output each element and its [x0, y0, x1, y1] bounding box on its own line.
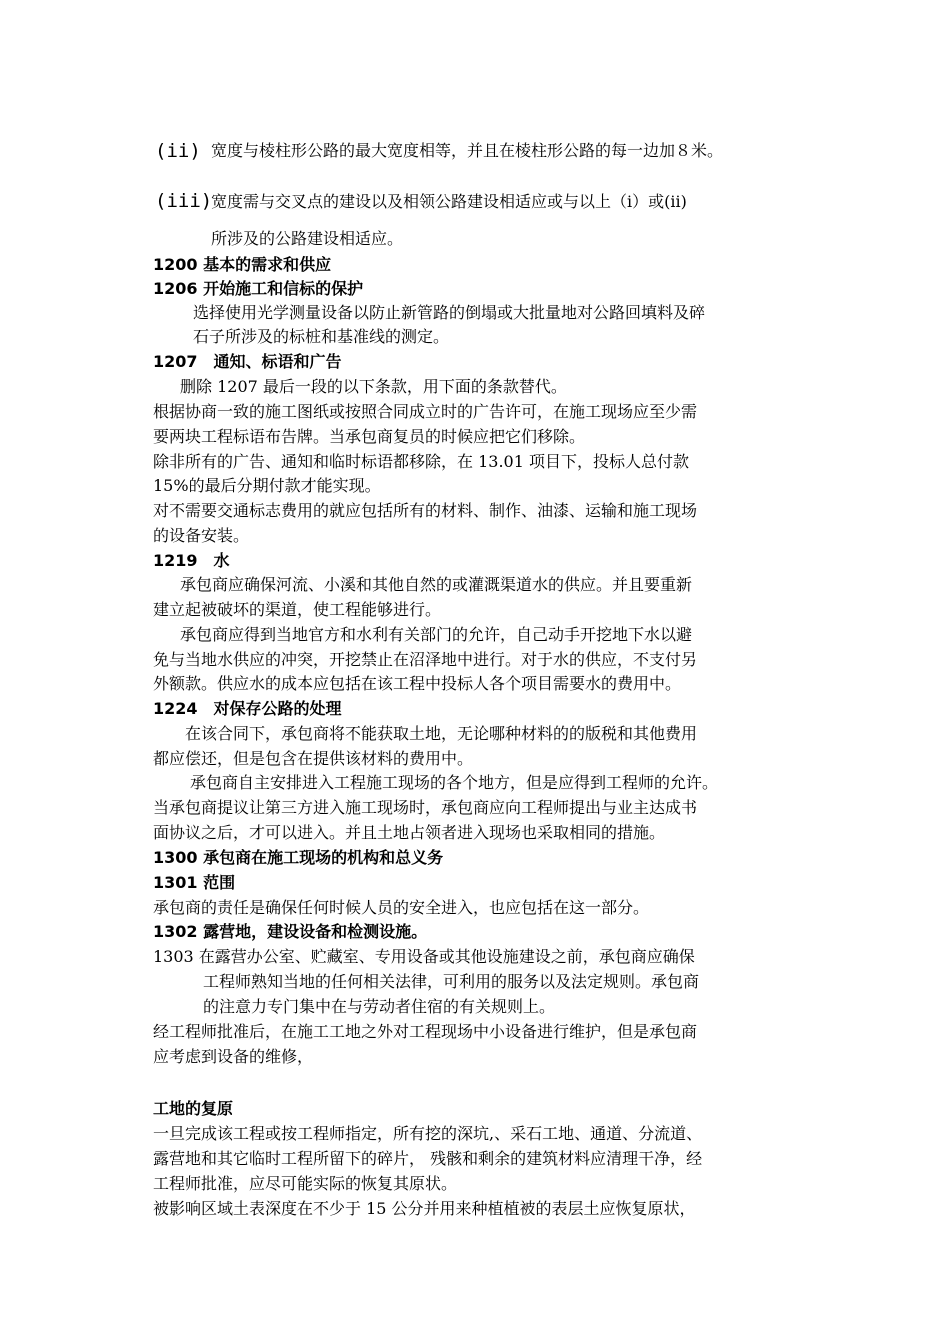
paragraph-1219a-line2: 建立起被破坏的渠道，使工程能够进行。	[153, 600, 442, 619]
paragraph-restoration-line1: 一旦完成该工程或按工程师指定，所有挖的深坑,、采石工地、通道、分流道、	[153, 1124, 703, 1143]
paragraph-1303b-line2: 应考虑到设备的维修，	[153, 1047, 314, 1066]
heading-site-restoration: 工地的复原	[153, 1099, 234, 1118]
paragraph-1207b-line1: 根据协商一致的施工图纸或按照合同成立时的广告许可，在施工现场应至少需	[153, 402, 698, 421]
paragraph-1219b-line3: 外额款。供应水的成本应包括在该工程中投标人各个项目需要水的费用中。	[153, 674, 682, 693]
paragraph-1301: 承包商的责任是确保任何时候人员的安全进入，也应包括在这一部分。	[153, 898, 650, 917]
list-text-iii: 宽度需与交叉点的建设以及相领公路建设相适应或与以上（i）或(ii)	[211, 192, 687, 211]
paragraph-1207d-line2: 的设备安装。	[153, 526, 250, 545]
paragraph-1207c-line2: 15%的最后分期付款才能实现。	[153, 476, 381, 495]
list-marker-ii: (ii)	[155, 140, 201, 162]
paragraph-1219b-line2: 免与当地水供应的冲突，开挖禁止在沼泽地中进行。对于水的供应，不支付另	[153, 650, 698, 669]
list-text-iii-cont: 所涉及的公路建设相适应。	[211, 229, 404, 248]
heading-1302: 1302 露营地，建设设备和检测设施。	[153, 922, 428, 941]
paragraph-1224b-line1: 承包商自主安排进入工程施工现场的各个地方，但是应得到工程师的允许。	[190, 773, 719, 792]
paragraph-1303-line2: 工程师熟知当地的任何相关法律，可利用的服务以及法定规则。承包商	[203, 972, 700, 991]
paragraph-1207c-line1: 除非所有的广告、通知和临时标语都移除，在 13.01 项目下，投标人总付款	[153, 452, 689, 471]
paragraph-1207d-line1: 对不需要交通标志费用的就应包括所有的材料、制作、油漆、运输和施工现场	[153, 501, 698, 520]
paragraph-restoration-line3: 工程师批准，应尽可能实际的恢复其原状。	[153, 1174, 458, 1193]
paragraph-1303-line1: 1303 在露营办公室、贮藏室、专用设备或其他设施建设之前，承包商应确保	[153, 947, 695, 966]
paragraph-1303b-line1: 经工程师批准后，在施工工地之外对工程现场中小设备进行维护，但是承包商	[153, 1022, 698, 1041]
list-marker-iii: (iii)	[155, 190, 213, 212]
paragraph-1206-line2: 石子所涉及的标桩和基准线的测定。	[193, 327, 450, 346]
paragraph-1224b-line2: 当承包商提议让第三方进入施工现场时，承包商应向工程师提出与业主达成书	[153, 798, 698, 817]
paragraph-restoration-line2: 露营地和其它临时工程所留下的碎片， 残骸和剩余的建筑材料应清理干净，经	[153, 1149, 703, 1168]
paragraph-1207b-line2: 要两块工程标语布告牌。当承包商复员的时候应把它们移除。	[153, 427, 586, 446]
heading-1206: 1206 开始施工和信标的保护	[153, 279, 364, 298]
paragraph-1206-line1: 选择使用光学测量设备以防止新管路的倒塌或大批量地对公路回填料及碎	[193, 303, 706, 322]
paragraph-1219a-line1: 承包商应确保河流、小溪和其他自然的或灌溉渠道水的供应。并且要重新	[180, 575, 693, 594]
paragraph-1224a-line1: 在该合同下，承包商将不能获取土地，无论哪种材料的的版税和其他费用	[185, 724, 698, 743]
heading-1219: 1219 水	[153, 551, 230, 570]
heading-1207: 1207 通知、标语和广告	[153, 352, 342, 371]
heading-1224: 1224 对保存公路的处理	[153, 699, 342, 718]
paragraph-1219b-line1: 承包商应得到当地官方和水利有关部门的允许，自己动手开挖地下水以避	[180, 625, 693, 644]
heading-1300: 1300 承包商在施工现场的机构和总义务	[153, 848, 444, 867]
paragraph-restoration2: 被影响区域土表深度在不少于 15 公分并用来种植植被的表层土应恢复原状，	[153, 1199, 696, 1218]
paragraph-1303-line3: 的注意力专门集中在与劳动者住宿的有关规则上。	[203, 997, 556, 1016]
paragraph-1224b-line3: 面协议之后，才可以进入。并且土地占领者进入现场也采取相同的措施。	[153, 823, 666, 842]
paragraph-1207a: 删除 1207 最后一段的以下条款，用下面的条款替代。	[180, 377, 567, 396]
list-text-ii: 宽度与棱柱形公路的最大宽度相等，并且在棱柱形公路的每一边加８米。	[211, 141, 724, 160]
heading-1301: 1301 范围	[153, 873, 236, 892]
heading-1200: 1200 基本的需求和供应	[153, 255, 332, 274]
paragraph-1224a-line2: 都应偿还，但是包含在提供该材料的费用中。	[153, 749, 474, 768]
